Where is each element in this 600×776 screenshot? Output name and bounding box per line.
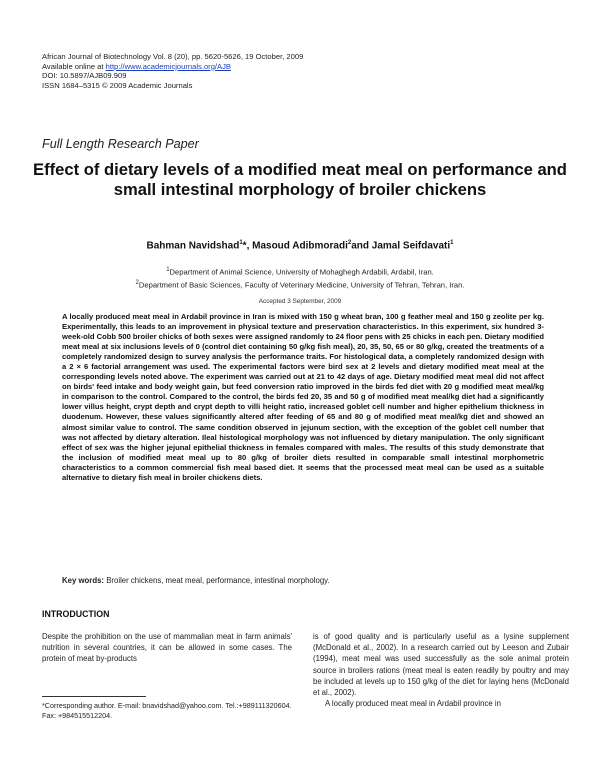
affiliation-2-mark: 2	[135, 279, 139, 286]
affiliation-1-mark: 1	[166, 267, 170, 273]
author-3: Jamal Seifdavati	[371, 240, 451, 252]
author-list	[30, 240, 570, 251]
affiliation-2	[30, 278, 570, 291]
footnote-divider	[42, 696, 146, 697]
corresponding-mark: *	[242, 240, 247, 252]
paper-title: Effect of dietary levels of a modified meat meal on performance and small intestinal morphology of broiler chickens	[33, 160, 567, 200]
keywords	[62, 576, 544, 585]
affiliation-1-text: Department of Animal Science, University of Mohaghegh Ardabili, Ardabil, Iran.	[169, 267, 434, 277]
affiliation-2-text: Department of Basic Sciences, Faculty of Veterinary Medicine, University of Tehran, Tehran, Iran.	[138, 280, 465, 290]
journal-citation: African Journal of Biotechnology Vol. 8 (20), pp. 5620-5626, 19 October, 2009	[42, 52, 304, 61]
author-2-affil: 2	[347, 240, 352, 246]
intro-right-column	[313, 631, 569, 709]
author-separator: ,	[246, 240, 253, 252]
availability-prefix: Available online at	[42, 61, 106, 71]
author-and: and	[351, 240, 372, 252]
keywords-label: Key words:	[62, 576, 105, 585]
issn-line: ISSN 1684–5315 © 2009 Academic Journals	[42, 80, 193, 90]
doi-line: DOI: 10.5897/AJB09.909	[42, 71, 127, 81]
abstract: A locally produced meat meal in Ardabil province in Iran is mixed with 150 g wheat bran, 100 g feather meal and 150 g zeolite per kg. Experimentally, this leads to an improvement in physical texture and preservation characteristics. In this experiment, six hundred 3-week-old Cobb 500 broiler chicks of both sexes were assigned randomly to 24 floor pens with 25 chicks in each pen. Dietary modified meat meal at six inclusions levels of 0 (control diet containing 50 g/kg fish meal), 20, 35, 50, 65 or 80 g/kg, created the treatments of a completely randomized design to survey analysis the performance traits. For histological data, a completely randomized design with a 2 × 6 factorial arrangement was used. The experimental factors were bird sex at 2 levels and dietary modified meat meal at the corresponding levels noted above. The experiment was carried out at 21 to 42 days of age. Dietary modified meat meal did not affect on birds' feed intake and body weight gain, but feed conversion ratio improved in the birds fed diet with 20 g modified meat meal/kg in comparison to the control. Compared to the control, the birds fed 20, 35 and 50 g of modified meat meal/kg diet had a significantly lower villus height, crypt depth and crypt depth to villi height ratio, increased goblet cell number and higher epithelium thickness in duodenum. However, these values significantly altered after feeding of 65 and 80 g of modified meat meal/kg diet and showed an almost similar value to control. The same condition observed in jejunum section, with the exception of the goblet cell number that was not affected by dietary alteration. Ileal histological morphology was not influenced by dietary manipulation. The only significant effect of sex was the higher jejunal epithelial thickness in females compared with males. The results of this study demonstrate that the inclusion of modified meat meal up to 80 g/kg of broiler diets resulted in comparable small intestinal morphometric characteristics to a common commercial fish meal based diet. It seems that the processed meat meal can be used as a suitable alternative to dietary fish meal in broiler chickens diets.	[62, 312, 544, 482]
journal-header	[42, 52, 562, 90]
affiliations	[30, 265, 570, 290]
keywords-text: Broiler chickens, meat meal, performance, intestinal morphology.	[104, 576, 330, 585]
accepted-date: Accepted 3 September, 2009	[258, 298, 342, 305]
introduction-heading: INTRODUCTION	[42, 609, 110, 619]
intro-right-paragraph-1: is of good quality and is particularly useful as a lysine supplement (McDonald et al., 2002). In a research carried out by Leeson and Zubair (1994), meat meal was used successfully as the sole animal protein source in broilers rations (meat meal is eaten readily by poultry and may be included at levels up to 150 g/kg of the diet for laying hens (McDonald et al., 2002).	[313, 632, 569, 698]
paper-type: Full Length Research Paper	[42, 137, 199, 151]
author-3-affil: 1	[450, 240, 454, 246]
availability-line	[42, 62, 562, 72]
journal-url-link[interactable]: http://www.academicjournals.org/AJB	[105, 61, 231, 71]
intro-left-column	[42, 631, 292, 665]
author-1-affil: 1	[239, 240, 243, 246]
intro-left-paragraph: Despite the prohibition on the use of mammalian meat in farm animals' nutrition in several countries, it can be allowed in some cases. The protein of meat by-products	[42, 632, 292, 664]
author-1: Bahman Navidshad	[146, 240, 240, 252]
corresponding-footnote: *Corresponding author. E-mail: bnavidshad@yahoo.com. Tel.:+989111320604. Fax: +984515512204.	[42, 701, 292, 721]
author-2: Masoud Adibmoradi	[252, 240, 348, 252]
intro-right-paragraph-2: A locally produced meat meal in Ardabil province in	[325, 699, 501, 709]
affiliation-1	[30, 265, 570, 278]
